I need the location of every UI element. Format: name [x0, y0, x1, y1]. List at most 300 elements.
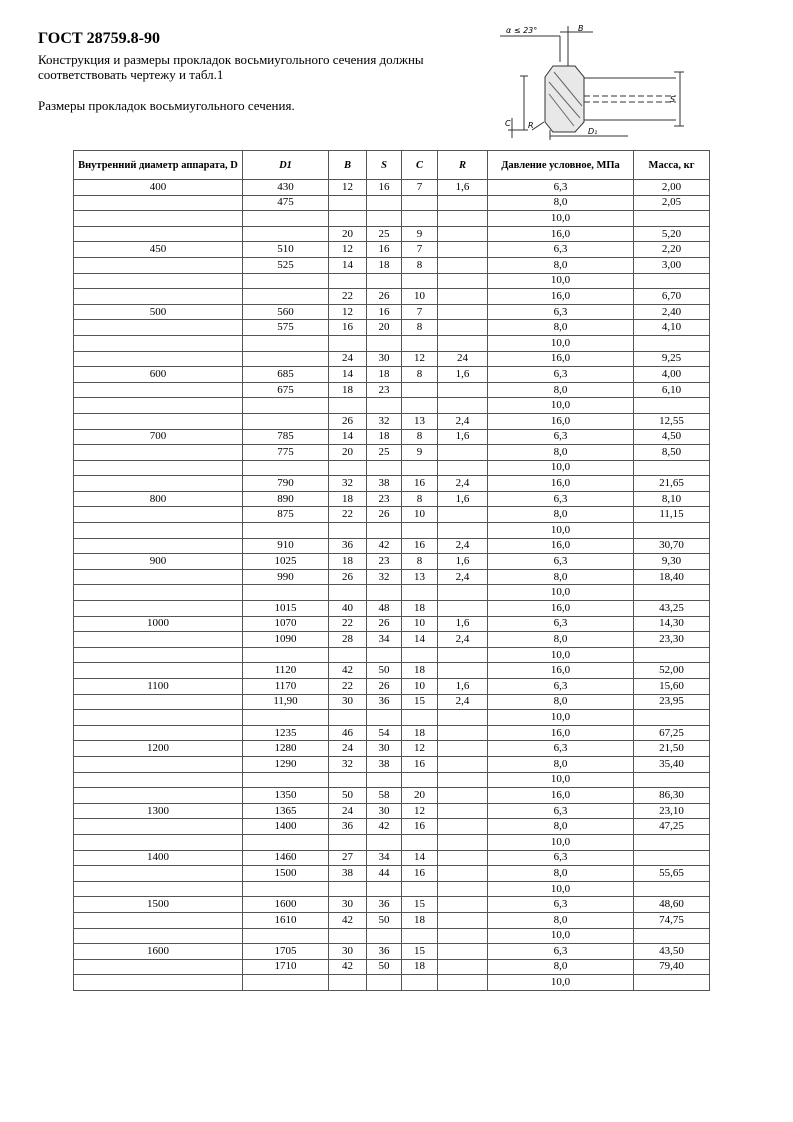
cell-m: 30,70 [634, 538, 710, 554]
cell-d [74, 211, 243, 227]
header-r: R [438, 151, 488, 180]
cell-c: 12 [402, 803, 438, 819]
cell-b: 32 [329, 476, 367, 492]
cell-c [402, 195, 438, 211]
cell-p: 10,0 [488, 398, 634, 414]
cell-d1 [243, 398, 329, 414]
table-row [74, 460, 710, 476]
cell-s: 26 [367, 289, 402, 305]
cell-r [438, 273, 488, 289]
cell-r: 24 [438, 351, 488, 367]
cell-b [329, 523, 367, 539]
cell-r [438, 912, 488, 928]
cell-p: 16,0 [488, 476, 634, 492]
cell-b [329, 834, 367, 850]
cell-d1: 990 [243, 569, 329, 585]
cell-m: 9,25 [634, 351, 710, 367]
cell-d [74, 523, 243, 539]
cell-c: 12 [402, 741, 438, 757]
cell-s [367, 928, 402, 944]
table-row [74, 351, 710, 367]
cell-p: 16,0 [488, 663, 634, 679]
cell-d1: 1120 [243, 663, 329, 679]
cell-c [402, 211, 438, 227]
cell-s: 34 [367, 632, 402, 648]
cell-r [438, 663, 488, 679]
cell-d1 [243, 928, 329, 944]
cell-b [329, 710, 367, 726]
cell-b: 26 [329, 413, 367, 429]
cell-s: 23 [367, 491, 402, 507]
cell-p: 10,0 [488, 772, 634, 788]
cell-p: 10,0 [488, 647, 634, 663]
cell-d1 [243, 460, 329, 476]
cell-p: 6,3 [488, 180, 634, 196]
cell-c: 18 [402, 601, 438, 617]
cell-d1 [243, 211, 329, 227]
cell-p: 10,0 [488, 460, 634, 476]
table-row [74, 335, 710, 351]
cell-d: 1500 [74, 897, 243, 913]
header-s: S [367, 151, 402, 180]
cell-d: 1200 [74, 741, 243, 757]
gasket-cross-section-drawing [498, 22, 698, 142]
cell-s: 38 [367, 756, 402, 772]
cell-r: 2,4 [438, 694, 488, 710]
table-row [74, 741, 710, 757]
cell-r [438, 647, 488, 663]
cell-r [438, 944, 488, 960]
cell-m: 14,30 [634, 616, 710, 632]
cell-s [367, 211, 402, 227]
cell-b: 24 [329, 803, 367, 819]
cell-s: 44 [367, 866, 402, 882]
cell-r [438, 289, 488, 305]
cell-m: 5,20 [634, 226, 710, 242]
cell-b: 42 [329, 959, 367, 975]
cell-d1: 525 [243, 257, 329, 273]
cell-r [438, 257, 488, 273]
cell-s [367, 834, 402, 850]
cell-c: 10 [402, 289, 438, 305]
cell-c [402, 834, 438, 850]
cell-d: 900 [74, 554, 243, 570]
cell-r [438, 788, 488, 804]
cell-s: 30 [367, 351, 402, 367]
cell-d1: 1460 [243, 850, 329, 866]
cell-s [367, 710, 402, 726]
cell-c: 20 [402, 788, 438, 804]
cell-c: 13 [402, 413, 438, 429]
table-row [74, 834, 710, 850]
cell-s: 36 [367, 944, 402, 960]
cell-d1: 1025 [243, 554, 329, 570]
cell-p: 16,0 [488, 289, 634, 305]
cell-m [634, 335, 710, 351]
cell-m [634, 647, 710, 663]
table-row [74, 585, 710, 601]
cell-r [438, 226, 488, 242]
cell-s [367, 398, 402, 414]
cell-m: 12,55 [634, 413, 710, 429]
cell-d [74, 413, 243, 429]
drawing-label-r: R [528, 121, 534, 130]
table-row [74, 367, 710, 383]
cell-d1 [243, 289, 329, 305]
table-caption: Размеры прокладок восьмиугольного сечения. [38, 98, 295, 113]
cell-d1 [243, 351, 329, 367]
cell-p: 6,3 [488, 491, 634, 507]
cell-s: 25 [367, 445, 402, 461]
cell-c: 16 [402, 756, 438, 772]
cell-d1: 1090 [243, 632, 329, 648]
cell-c: 9 [402, 226, 438, 242]
cell-p: 8,0 [488, 632, 634, 648]
table-row [74, 429, 710, 445]
cell-c: 7 [402, 304, 438, 320]
cell-p: 6,3 [488, 367, 634, 383]
cell-b: 32 [329, 756, 367, 772]
cell-c: 8 [402, 554, 438, 570]
table-row [74, 850, 710, 866]
cell-p: 10,0 [488, 881, 634, 897]
cell-s: 42 [367, 819, 402, 835]
cell-c [402, 382, 438, 398]
cell-d [74, 398, 243, 414]
cell-p: 10,0 [488, 273, 634, 289]
cell-s [367, 460, 402, 476]
cell-r [438, 928, 488, 944]
cell-m [634, 460, 710, 476]
cell-d1: 785 [243, 429, 329, 445]
cell-b: 22 [329, 679, 367, 695]
table-row [74, 710, 710, 726]
cell-r [438, 445, 488, 461]
cell-s: 48 [367, 601, 402, 617]
cell-d [74, 257, 243, 273]
cell-r [438, 710, 488, 726]
cell-r: 1,6 [438, 616, 488, 632]
cell-d: 500 [74, 304, 243, 320]
cell-d1 [243, 413, 329, 429]
cell-p: 10,0 [488, 975, 634, 991]
table-row [74, 554, 710, 570]
cell-c [402, 585, 438, 601]
cell-p: 8,0 [488, 819, 634, 835]
cell-b: 46 [329, 725, 367, 741]
cell-c: 8 [402, 367, 438, 383]
cell-c: 15 [402, 897, 438, 913]
cell-c [402, 710, 438, 726]
cell-b: 30 [329, 694, 367, 710]
cell-d1: 1290 [243, 756, 329, 772]
cell-b [329, 211, 367, 227]
cell-p: 8,0 [488, 320, 634, 336]
cell-r [438, 304, 488, 320]
cell-p: 6,3 [488, 554, 634, 570]
cell-c: 16 [402, 819, 438, 835]
cell-b: 22 [329, 616, 367, 632]
cell-d [74, 460, 243, 476]
cell-d [74, 632, 243, 648]
cell-r [438, 834, 488, 850]
table-row [74, 226, 710, 242]
cell-s [367, 585, 402, 601]
table-row [74, 273, 710, 289]
table-row [74, 756, 710, 772]
cell-d [74, 335, 243, 351]
cell-s: 32 [367, 413, 402, 429]
table-row [74, 507, 710, 523]
table-row [74, 928, 710, 944]
table-header-row [74, 151, 710, 180]
cell-r [438, 772, 488, 788]
cell-r [438, 335, 488, 351]
cell-d [74, 226, 243, 242]
cell-c: 8 [402, 257, 438, 273]
cell-s [367, 881, 402, 897]
cell-c: 8 [402, 429, 438, 445]
table-row [74, 616, 710, 632]
cell-m: 86,30 [634, 788, 710, 804]
cell-p: 6,3 [488, 429, 634, 445]
cell-b: 28 [329, 632, 367, 648]
cell-b [329, 928, 367, 944]
table-row [74, 788, 710, 804]
cell-m: 55,65 [634, 866, 710, 882]
intro-text: Конструкция и размеры прокладок восьмиугольного сечения должны соответствовать чертежу и табл.1 [38, 52, 424, 82]
cell-c: 7 [402, 180, 438, 196]
cell-r: 2,4 [438, 413, 488, 429]
cell-d1: 560 [243, 304, 329, 320]
cell-d1 [243, 226, 329, 242]
cell-s [367, 772, 402, 788]
cell-r: 2,4 [438, 569, 488, 585]
cell-c: 16 [402, 476, 438, 492]
cell-r: 1,6 [438, 491, 488, 507]
cell-b: 26 [329, 569, 367, 585]
cell-r [438, 819, 488, 835]
cell-d: 1600 [74, 944, 243, 960]
cell-m [634, 975, 710, 991]
cell-d [74, 289, 243, 305]
drawing-label-c: C [505, 119, 511, 128]
cell-b [329, 975, 367, 991]
cell-m: 2,00 [634, 180, 710, 196]
cell-d [74, 834, 243, 850]
cell-b [329, 772, 367, 788]
cell-d1: 1070 [243, 616, 329, 632]
cell-r: 2,4 [438, 538, 488, 554]
cell-b [329, 273, 367, 289]
cell-d1 [243, 335, 329, 351]
cell-c: 16 [402, 538, 438, 554]
cell-d1: 1015 [243, 601, 329, 617]
cell-r [438, 507, 488, 523]
cell-m: 8,50 [634, 445, 710, 461]
cell-d1: 510 [243, 242, 329, 258]
cell-m: 6,10 [634, 382, 710, 398]
cell-m [634, 772, 710, 788]
cell-p: 16,0 [488, 538, 634, 554]
cell-s [367, 523, 402, 539]
cell-b: 14 [329, 257, 367, 273]
cell-r [438, 211, 488, 227]
cell-r [438, 756, 488, 772]
cell-d: 600 [74, 367, 243, 383]
cell-p: 16,0 [488, 788, 634, 804]
table-row [74, 725, 710, 741]
cell-r [438, 725, 488, 741]
cell-r [438, 523, 488, 539]
cell-b: 20 [329, 226, 367, 242]
cell-p: 16,0 [488, 601, 634, 617]
cell-m: 47,25 [634, 819, 710, 835]
cell-b [329, 335, 367, 351]
page-title: ГОСТ 28759.8-90 [38, 30, 160, 47]
cell-d [74, 195, 243, 211]
cell-d1 [243, 710, 329, 726]
cell-b: 24 [329, 351, 367, 367]
cell-p: 8,0 [488, 959, 634, 975]
cell-d1: 430 [243, 180, 329, 196]
table-row [74, 491, 710, 507]
cell-d1: 910 [243, 538, 329, 554]
cell-r: 2,4 [438, 632, 488, 648]
cell-m: 74,75 [634, 912, 710, 928]
cell-p: 8,0 [488, 445, 634, 461]
cell-p: 8,0 [488, 866, 634, 882]
cell-d: 450 [74, 242, 243, 258]
cell-c [402, 273, 438, 289]
cell-d [74, 959, 243, 975]
cell-p: 10,0 [488, 335, 634, 351]
table-row [74, 445, 710, 461]
cell-d1: 875 [243, 507, 329, 523]
cell-m: 23,10 [634, 803, 710, 819]
cell-c [402, 460, 438, 476]
cell-b: 18 [329, 491, 367, 507]
cell-b: 38 [329, 866, 367, 882]
cell-s: 36 [367, 694, 402, 710]
table-row [74, 476, 710, 492]
cell-m: 4,00 [634, 367, 710, 383]
cell-m [634, 585, 710, 601]
cell-m: 23,30 [634, 632, 710, 648]
cell-b: 36 [329, 538, 367, 554]
cell-c: 10 [402, 679, 438, 695]
cell-s [367, 273, 402, 289]
cell-m: 79,40 [634, 959, 710, 975]
cell-r [438, 585, 488, 601]
table-row [74, 398, 710, 414]
cell-d1: 11,90 [243, 694, 329, 710]
cell-c: 18 [402, 912, 438, 928]
cell-r [438, 959, 488, 975]
cell-d [74, 585, 243, 601]
table-row [74, 320, 710, 336]
cell-d [74, 507, 243, 523]
cell-b: 12 [329, 180, 367, 196]
cell-r [438, 741, 488, 757]
table-row [74, 663, 710, 679]
table-row [74, 803, 710, 819]
cell-d [74, 601, 243, 617]
cell-p: 16,0 [488, 351, 634, 367]
cell-d [74, 866, 243, 882]
cell-m: 6,70 [634, 289, 710, 305]
cell-b [329, 398, 367, 414]
cell-r: 1,6 [438, 180, 488, 196]
cell-b: 20 [329, 445, 367, 461]
table-row [74, 679, 710, 695]
cell-m: 18,40 [634, 569, 710, 585]
cell-m: 4,50 [634, 429, 710, 445]
cell-b: 27 [329, 850, 367, 866]
cell-r [438, 320, 488, 336]
cell-r [438, 242, 488, 258]
table-row [74, 195, 710, 211]
cell-d [74, 694, 243, 710]
cell-d1: 890 [243, 491, 329, 507]
cell-d1: 1500 [243, 866, 329, 882]
cell-r [438, 398, 488, 414]
cell-d: 1400 [74, 850, 243, 866]
cell-p: 6,3 [488, 679, 634, 695]
cell-p: 10,0 [488, 523, 634, 539]
cell-r [438, 803, 488, 819]
cell-s: 18 [367, 429, 402, 445]
header-d1: D1 [243, 151, 329, 180]
cell-d1: 475 [243, 195, 329, 211]
cell-d1: 1600 [243, 897, 329, 913]
cell-p: 16,0 [488, 413, 634, 429]
cell-d1: 1280 [243, 741, 329, 757]
cell-b: 12 [329, 304, 367, 320]
cell-d: 800 [74, 491, 243, 507]
cell-d [74, 445, 243, 461]
cell-c: 9 [402, 445, 438, 461]
table-row [74, 538, 710, 554]
table-row [74, 772, 710, 788]
cell-m: 21,50 [634, 741, 710, 757]
cell-s [367, 195, 402, 211]
cell-s: 50 [367, 663, 402, 679]
table-row [74, 382, 710, 398]
cell-m [634, 710, 710, 726]
cell-d [74, 273, 243, 289]
cell-b [329, 647, 367, 663]
table-row [74, 632, 710, 648]
cell-b: 24 [329, 741, 367, 757]
cell-c: 8 [402, 320, 438, 336]
cell-s: 50 [367, 959, 402, 975]
cell-p: 8,0 [488, 507, 634, 523]
cell-b: 30 [329, 897, 367, 913]
cell-d1 [243, 975, 329, 991]
table-row [74, 647, 710, 663]
cell-d1 [243, 772, 329, 788]
table-row [74, 523, 710, 539]
cell-d1 [243, 881, 329, 897]
cell-s: 26 [367, 616, 402, 632]
table-row [74, 413, 710, 429]
cell-r: 1,6 [438, 554, 488, 570]
table-row [74, 959, 710, 975]
cell-d [74, 788, 243, 804]
cell-r [438, 975, 488, 991]
cell-m: 8,10 [634, 491, 710, 507]
